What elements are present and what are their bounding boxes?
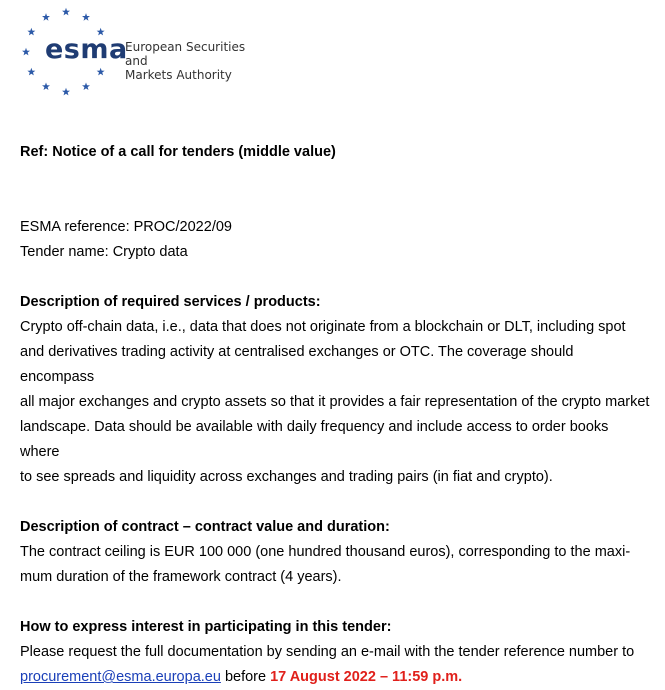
star-icon [27,28,35,36]
services-line: Crypto off-chain data, i.e., data that does not originate from a blockchain or DLT, including spot [20,319,626,335]
services-line: to see spreads and liquidity across exchanges and trading pairs (in fiat and crypto). [20,469,553,485]
star-icon [42,13,50,21]
tender-name: Tender name: Crypto data [20,244,188,260]
before-text: before [220,669,271,685]
esma-logo [18,4,268,104]
contract-heading: Description of contract – contract value and duration: [20,519,390,535]
logo-org-line-2: Markets Authority [125,68,232,82]
star-icon [82,13,90,21]
star-icon [82,82,90,90]
star-icon [97,68,105,76]
interest-line: Please request the full documentation by sending an e-mail with the tender reference number to [20,644,635,660]
interest-contact-line [20,665,650,690]
services-line: and derivatives trading activity at centralised exchanges or OTC. The coverage should encompass [20,344,574,385]
services-heading: Description of required services / products: [20,294,321,310]
star-icon [22,48,30,56]
star-icon [42,82,50,90]
services-line: landscape. Data should be available with daily frequency and include access to order books where [20,419,609,460]
logo-organisation-name [125,40,268,82]
services-line: all major exchanges and crypto assets so that it provides a fair representation of the crypto market [20,394,650,410]
logo-org-line-1: European Securities and [125,40,246,68]
notice-body [20,140,650,690]
deadline: 17 August 2022 – 11:59 p.m. [270,669,463,685]
interest-heading: How to express interest in participating in this tender: [20,619,392,635]
procurement-email-link[interactable]: procurement@esma.europa.eu [20,669,221,685]
star-icon [62,8,70,16]
star-icon [62,88,70,96]
logo-wordmark: esma [45,34,128,65]
contract-line: The contract ceiling is EUR 100 000 (one hundred thousand euros), corresponding to the maxi- [20,544,631,560]
esma-reference: ESMA reference: PROC/2022/09 [20,219,232,235]
notice-title: Ref: Notice of a call for tenders (middle value) [20,144,336,160]
contract-line: mum duration of the framework contract (4 years). [20,569,342,585]
star-icon [27,68,35,76]
